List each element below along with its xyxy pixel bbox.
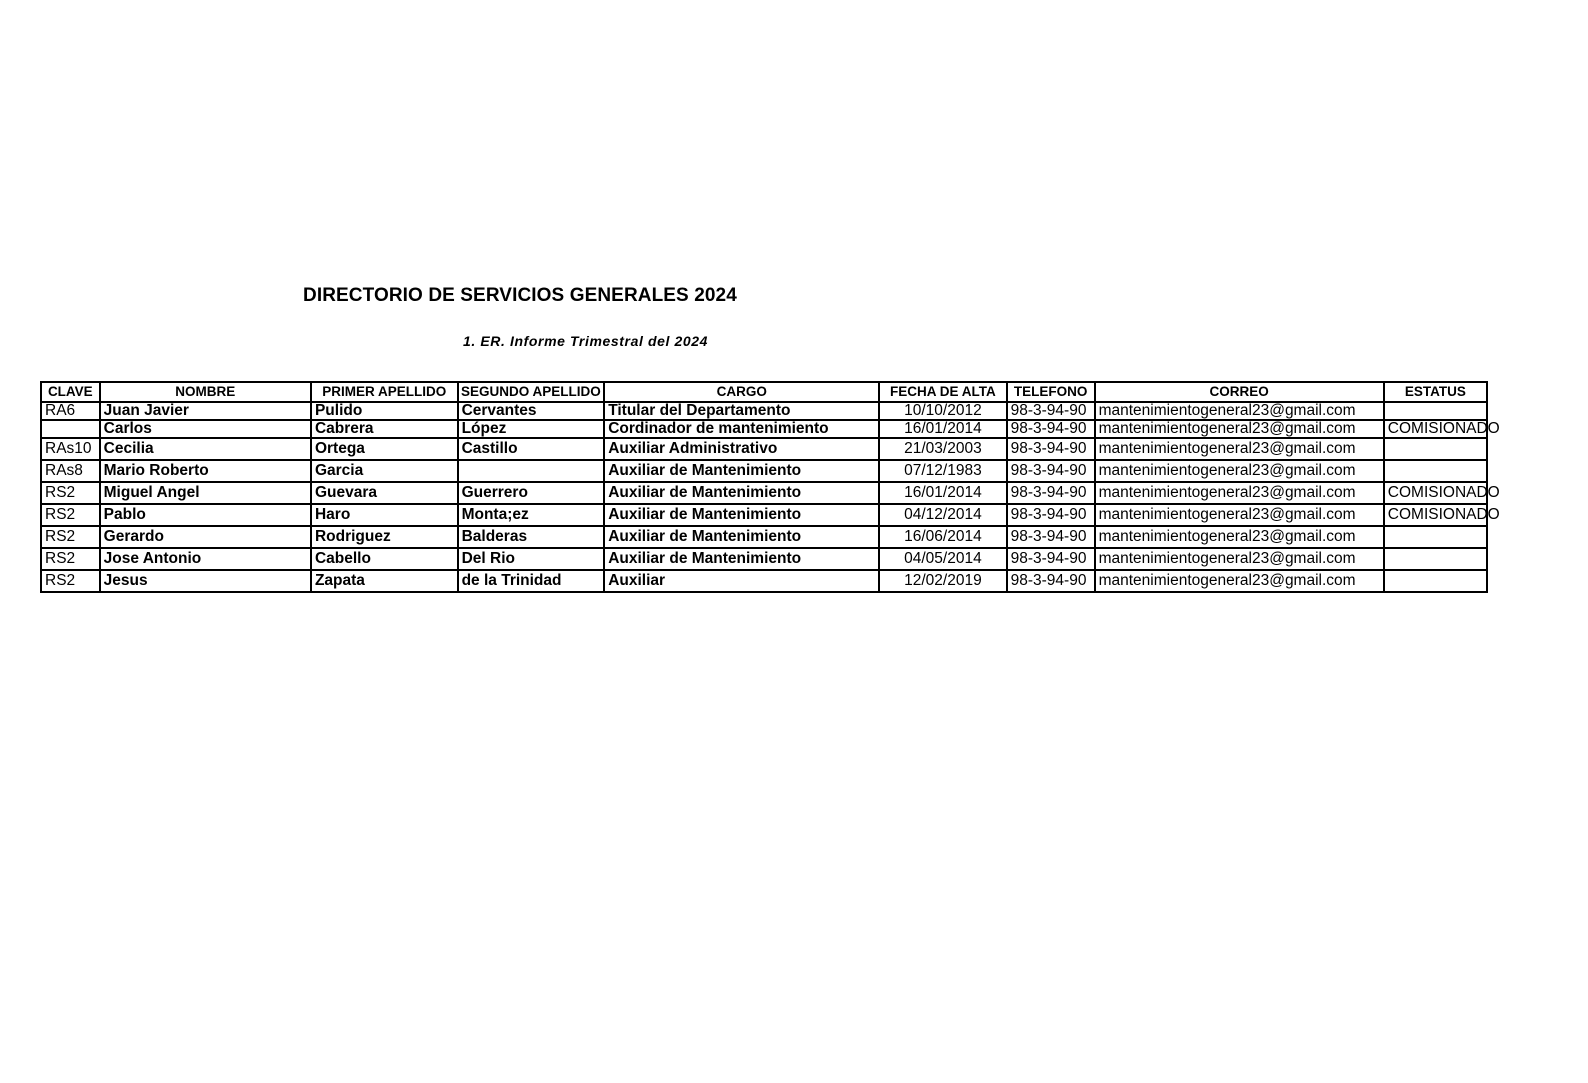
header-nombre: NOMBRE xyxy=(100,382,311,402)
cell-segundo-apellido: Cervantes xyxy=(458,402,605,420)
cell-clave: RA6 xyxy=(41,402,100,420)
cell-correo: mantenimientogeneral23@gmail.com xyxy=(1095,460,1384,482)
header-clave: CLAVE xyxy=(41,382,100,402)
cell-cargo: Auxiliar de Mantenimiento xyxy=(604,504,879,526)
header-estatus: ESTATUS xyxy=(1384,382,1487,402)
cell-fecha-de-alta: 21/03/2003 xyxy=(879,438,1006,460)
cell-estatus: COMISIONADO xyxy=(1384,420,1487,438)
cell-fecha-de-alta: 16/01/2014 xyxy=(879,482,1006,504)
cell-estatus: COMISIONADO xyxy=(1384,482,1487,504)
cell-segundo-apellido: López xyxy=(458,420,605,438)
cell-telefono: 98-3-94-90 xyxy=(1007,570,1095,592)
cell-fecha-de-alta: 10/10/2012 xyxy=(879,402,1006,420)
cell-telefono: 98-3-94-90 xyxy=(1007,482,1095,504)
table-row xyxy=(41,438,1487,460)
cell-fecha-de-alta: 16/01/2014 xyxy=(879,420,1006,438)
cell-fecha-de-alta: 04/05/2014 xyxy=(879,548,1006,570)
cell-cargo: Auxiliar xyxy=(604,570,879,592)
table-row xyxy=(41,548,1487,570)
header-row xyxy=(41,382,1487,402)
cell-telefono: 98-3-94-90 xyxy=(1007,402,1095,420)
cell-cargo: Auxiliar Administrativo xyxy=(604,438,879,460)
cell-primer-apellido: Haro xyxy=(311,504,458,526)
cell-clave: RS2 xyxy=(41,548,100,570)
cell-correo: mantenimientogeneral23@gmail.com xyxy=(1095,482,1384,504)
cell-clave: RS2 xyxy=(41,482,100,504)
cell-segundo-apellido: Monta;ez xyxy=(458,504,605,526)
cell-correo: mantenimientogeneral23@gmail.com xyxy=(1095,570,1384,592)
cell-primer-apellido: Garcia xyxy=(311,460,458,482)
cell-nombre: Miguel Angel xyxy=(100,482,311,504)
cell-telefono: 98-3-94-90 xyxy=(1007,526,1095,548)
cell-nombre: Mario Roberto xyxy=(100,460,311,482)
cell-cargo: Cordinador de mantenimiento xyxy=(604,420,879,438)
cell-correo: mantenimientogeneral23@gmail.com xyxy=(1095,420,1384,438)
cell-estatus: COMISIONADO xyxy=(1384,504,1487,526)
directory-table xyxy=(40,381,1500,593)
cell-segundo-apellido: Guerrero xyxy=(458,482,605,504)
cell-primer-apellido: Cabrera xyxy=(311,420,458,438)
cell-clave xyxy=(41,420,100,438)
table-row xyxy=(41,482,1487,504)
cell-estatus xyxy=(1384,460,1487,482)
cell-fecha-de-alta: 04/12/2014 xyxy=(879,504,1006,526)
cell-fecha-de-alta: 07/12/1983 xyxy=(879,460,1006,482)
cell-primer-apellido: Pulido xyxy=(311,402,458,420)
header-segundo-apellido: SEGUNDO APELLIDO xyxy=(458,382,605,402)
cell-telefono: 98-3-94-90 xyxy=(1007,548,1095,570)
cell-correo: mantenimientogeneral23@gmail.com xyxy=(1095,402,1384,420)
cell-segundo-apellido: Del Rio xyxy=(458,548,605,570)
cell-telefono: 98-3-94-90 xyxy=(1007,438,1095,460)
cell-segundo-apellido: Castillo xyxy=(458,438,605,460)
header-cargo: CARGO xyxy=(604,382,879,402)
header-primer-apellido: PRIMER APELLIDO xyxy=(311,382,458,402)
cell-cargo: Titular del Departamento xyxy=(604,402,879,420)
cell-correo: mantenimientogeneral23@gmail.com xyxy=(1095,526,1384,548)
header-correo: CORREO xyxy=(1095,382,1384,402)
cell-cargo: Auxiliar de Mantenimiento xyxy=(604,482,879,504)
header-telefono: TELEFONO xyxy=(1007,382,1095,402)
table-row xyxy=(41,504,1487,526)
cell-telefono: 98-3-94-90 xyxy=(1007,504,1095,526)
cell-correo: mantenimientogeneral23@gmail.com xyxy=(1095,548,1384,570)
cell-nombre: Juan Javier xyxy=(100,402,311,420)
cell-clave: RS2 xyxy=(41,526,100,548)
cell-nombre: Gerardo xyxy=(100,526,311,548)
cell-primer-apellido: Ortega xyxy=(311,438,458,460)
cell-primer-apellido: Rodriguez xyxy=(311,526,458,548)
cell-estatus xyxy=(1384,526,1487,548)
cell-nombre: Pablo xyxy=(100,504,311,526)
cell-segundo-apellido: Balderas xyxy=(458,526,605,548)
cell-cargo: Auxiliar de Mantenimiento xyxy=(604,526,879,548)
table-row xyxy=(41,526,1487,548)
cell-telefono: 98-3-94-90 xyxy=(1007,420,1095,438)
cell-nombre: Jesus xyxy=(100,570,311,592)
cell-estatus xyxy=(1384,402,1487,420)
cell-estatus xyxy=(1384,548,1487,570)
table-row xyxy=(41,402,1487,420)
table-row xyxy=(41,460,1487,482)
cell-segundo-apellido: de la Trinidad xyxy=(458,570,605,592)
cell-cargo: Auxiliar de Mantenimiento xyxy=(604,460,879,482)
cell-estatus xyxy=(1384,438,1487,460)
cell-correo: mantenimientogeneral23@gmail.com xyxy=(1095,504,1384,526)
cell-clave: RS2 xyxy=(41,504,100,526)
cell-primer-apellido: Guevara xyxy=(311,482,458,504)
document-title: DIRECTORIO DE SERVICIOS GENERALES 2024 xyxy=(303,285,737,306)
table-row xyxy=(41,570,1487,592)
header-fecha-de-alta: FECHA DE ALTA xyxy=(879,382,1006,402)
cell-segundo-apellido xyxy=(458,460,605,482)
cell-clave: RAs10 xyxy=(41,438,100,460)
cell-clave: RAs8 xyxy=(41,460,100,482)
cell-fecha-de-alta: 16/06/2014 xyxy=(879,526,1006,548)
cell-nombre: Jose Antonio xyxy=(100,548,311,570)
cell-fecha-de-alta: 12/02/2019 xyxy=(879,570,1006,592)
cell-estatus xyxy=(1384,570,1487,592)
cell-correo: mantenimientogeneral23@gmail.com xyxy=(1095,438,1384,460)
cell-telefono: 98-3-94-90 xyxy=(1007,460,1095,482)
cell-nombre: Cecilia xyxy=(100,438,311,460)
cell-nombre: Carlos xyxy=(100,420,311,438)
cell-clave: RS2 xyxy=(41,570,100,592)
table-row xyxy=(41,420,1487,438)
cell-primer-apellido: Cabello xyxy=(311,548,458,570)
cell-cargo: Auxiliar de Mantenimiento xyxy=(604,548,879,570)
document-subtitle: 1. ER. Informe Trimestral del 2024 xyxy=(463,333,709,349)
cell-primer-apellido: Zapata xyxy=(311,570,458,592)
